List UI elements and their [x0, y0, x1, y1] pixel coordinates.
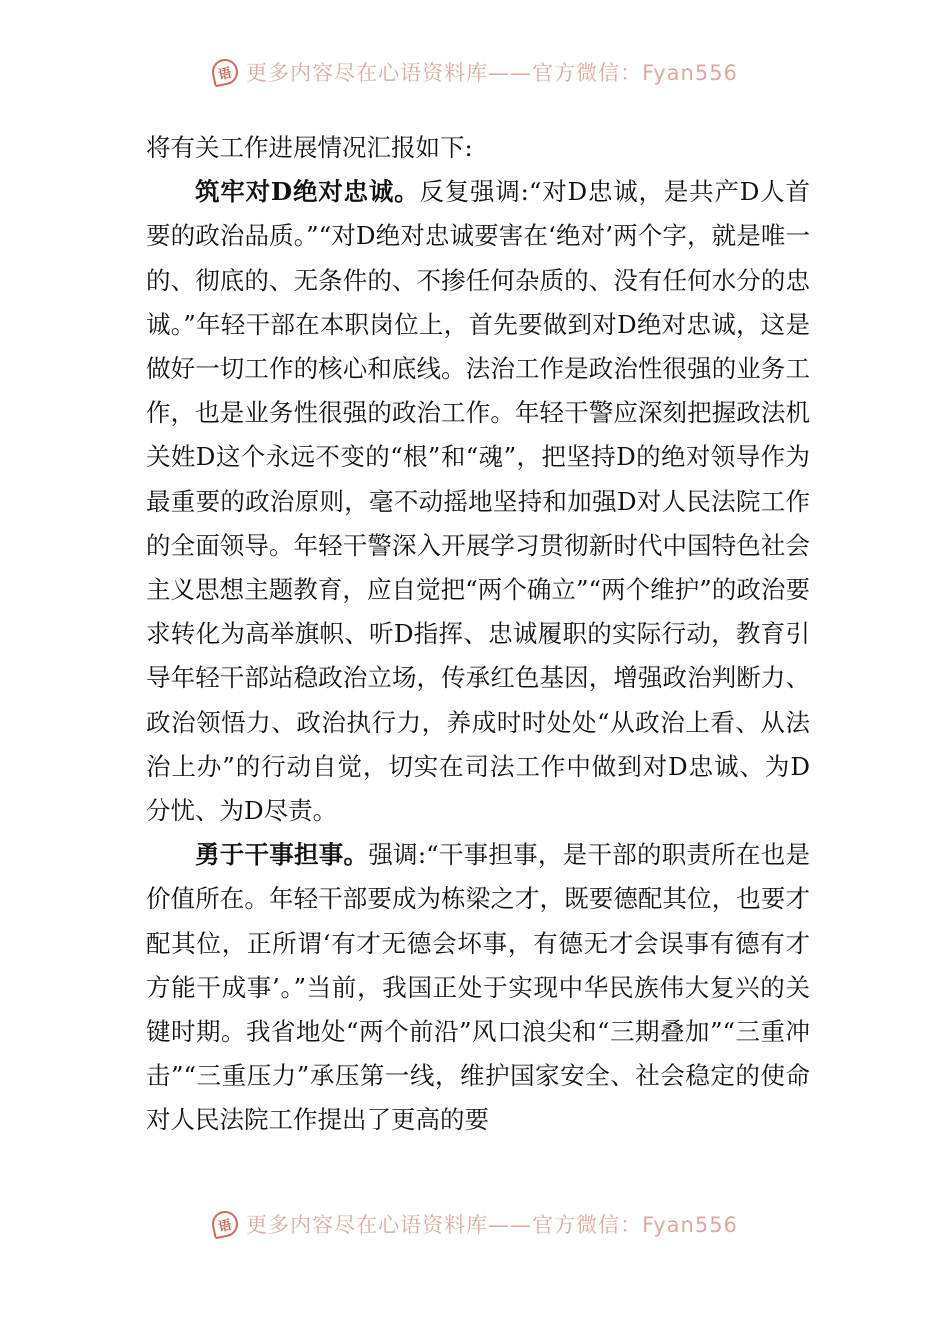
paragraph-text: 将有关工作进展情况汇报如下: — [146, 133, 473, 162]
header-watermark — [0, 52, 950, 92]
document-body — [146, 126, 810, 1143]
paragraph-text: 反复强调:“对D忠诚，是共产D人首要的政治品质。”“对D绝对忠诚要害在‘绝对’两个字，就是唯一的、彻底的、无条件的、不掺任何杂质的、没有任何水分的忠诚。”年轻干部在本职岗位上，首先要做到对D绝对忠诚，这是做好一切工作的核心和底线。法治工作是政治性很强的业务工作，也是业务性很强的政治工作。年轻干警应深刻把握政法机关姓D这个永远不变的“根”和“魂”，把坚持D的绝对领导作为最重要的政治原则，毫不动摇地坚持和加强D对人民法院工作的全面领导。年轻干警深入开展学习贯彻新时代中国特色社会主义思想主题教育，应自觉把“两个确立”“两个维护”的政治要求转化为高举旗帜、听D指挥、忠诚履职的实际行动，教育引导年轻干部站稳政治立场，传承红色基因，增强政治判断力、政治领悟力、政治执行力，养成时时处处“从政治上看、从法治上办”的行动自觉，切实在司法工作中做到对D忠诚、为D分忧、为D尽责。 — [146, 177, 810, 826]
paragraph-heading: 勇于干事担事。 — [195, 840, 369, 870]
paragraph-intro — [146, 126, 810, 170]
footer-watermark — [0, 1204, 950, 1244]
logo-icon: 语 — [210, 1209, 241, 1240]
paragraph-text: 强调:“干事担事，是干部的职责所在也是价值所在。年轻干部要成为栋梁之才，既要德配其位，也要才配其位，正所谓‘有才无德会坏事，有德无才会误事有德有才方能干成事’。”当前，我国正处于实现中华民族伟大复兴的关键时期。我省地处“两个前沿”风口浪尖和“三期叠加”“三重冲击”“三重压力”承压第一线，维护国家安全、社会稳定的使命对人民法院工作提出了更高的要 — [146, 840, 811, 1135]
watermark-text: 更多内容尽在心语资料库——官方微信：Fyan556 — [246, 61, 738, 85]
paragraph-loyalty — [146, 170, 810, 833]
paragraph-heading: 筑牢对D绝对忠诚。 — [195, 177, 420, 207]
paragraph-responsibility — [146, 833, 810, 1142]
watermark-text: 更多内容尽在心语资料库——官方微信：Fyan556 — [246, 1213, 738, 1237]
logo-icon: 语 — [210, 57, 241, 88]
